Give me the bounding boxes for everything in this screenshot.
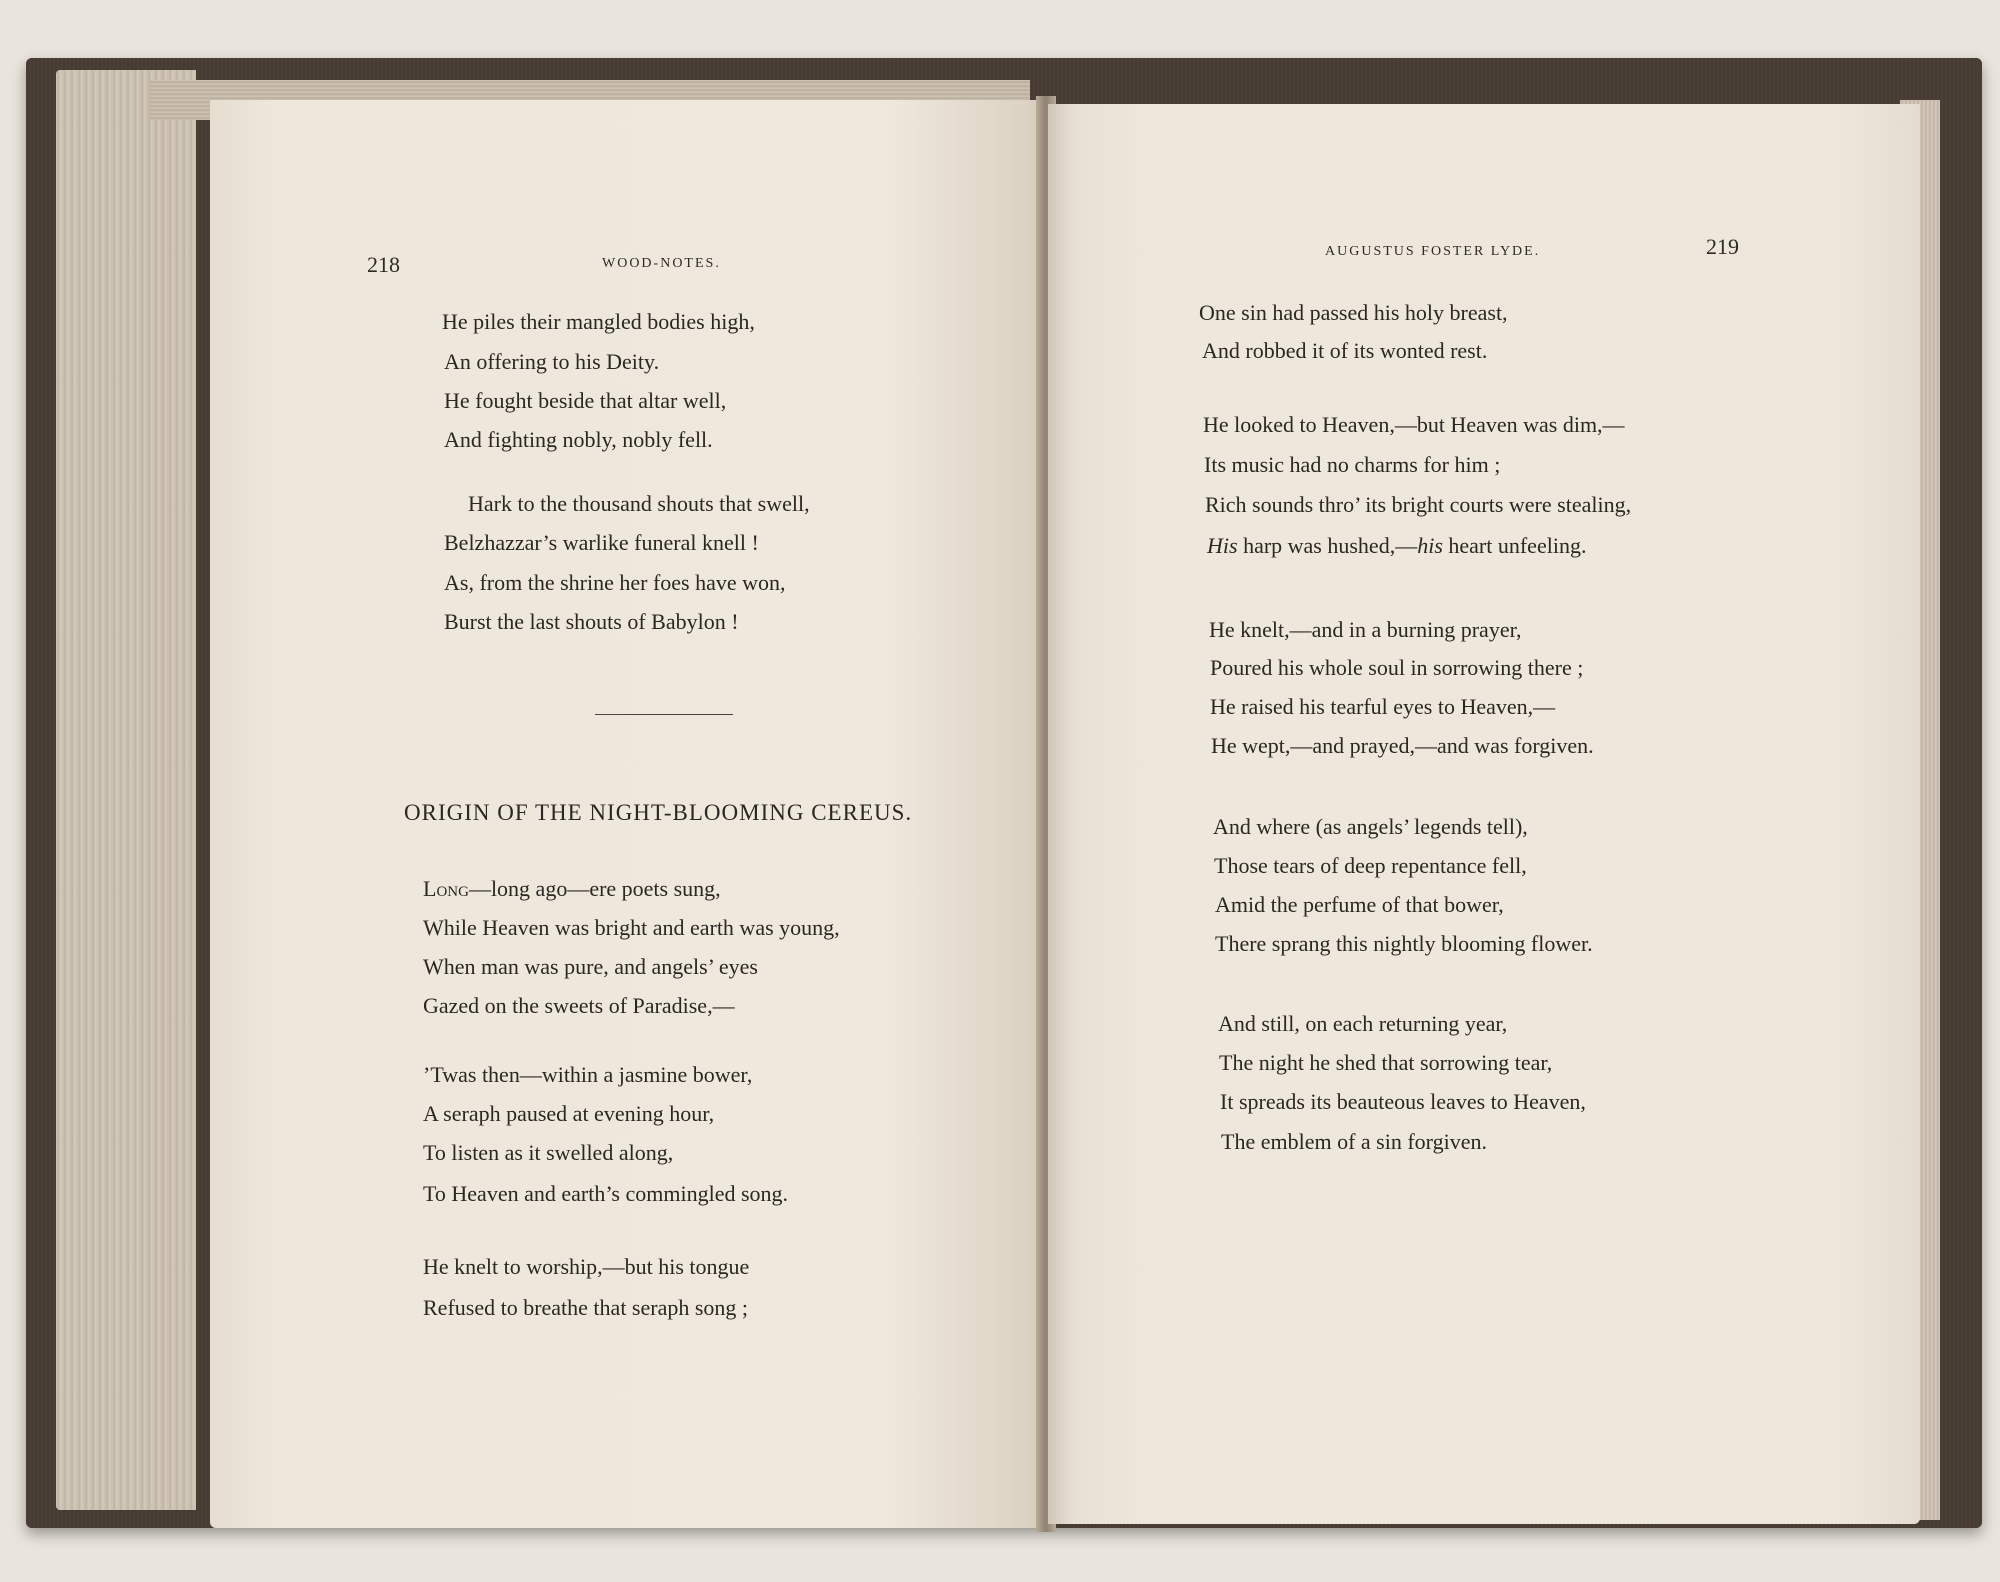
italic-word: his [1417,533,1443,558]
poem-line: And still, on each returning year, [1218,1011,1508,1036]
poem-line: To Heaven and earth’s commingled song. [423,1181,789,1206]
poem-line: A seraph paused at evening hour, [423,1101,715,1126]
poem-line: Hark to the thousand shouts that swell, [468,491,810,516]
poem-title: ORIGIN OF THE NIGHT-BLOOMING CEREUS. [404,800,913,825]
poem-line: He raised his tearful eyes to Heaven,— [1210,694,1556,719]
left-page [210,100,1050,1528]
poem-line: Its music had no charms for him ; [1204,452,1501,477]
poem-line: When man was pure, and angels’ eyes [423,954,758,979]
poem-line: Belzhazzar’s warlike funeral knell ! [444,530,759,555]
poem-line: Those tears of deep repentance fell, [1214,853,1527,878]
section-divider [595,714,733,715]
poem-line: Gazed on the sweets of Paradise,— [423,993,735,1018]
running-head: WOOD-NOTES. [602,256,721,271]
page-number: 218 [367,252,400,277]
poem-line [423,878,721,900]
poem-line: The emblem of a sin forgiven. [1221,1129,1487,1154]
poem-line [1207,535,1586,557]
italic-word: His [1207,533,1238,558]
poem-line: And where (as angels’ legends tell), [1213,814,1528,839]
poem-line: Rich sounds thro’ its bright courts were stealing, [1205,492,1632,517]
page-number: 219 [1706,234,1739,259]
poem-line: ’Twas then—within a jasmine bower, [423,1062,753,1087]
poem-line: The night he shed that sorrowing tear, [1219,1050,1553,1075]
poem-line: Refused to breathe that seraph song ; [423,1295,749,1320]
page-edges-left [56,70,196,1510]
poem-line: He knelt to worship,—but his tongue [423,1254,750,1279]
poem-line: While Heaven was bright and earth was young, [423,915,840,940]
poem-line-rest: —long ago—ere poets sung, [468,876,721,901]
drop-word: Long [423,876,469,901]
poem-line: He fought beside that altar well, [444,388,727,413]
poem-line: An offering to his Deity. [444,349,660,374]
line-segment: heart unfeeling. [1442,533,1587,558]
poem-line: He piles their mangled bodies high, [442,309,755,334]
poem-line: It spreads its beauteous leaves to Heaven, [1220,1089,1586,1114]
right-page [1048,104,1920,1524]
poem-line: Amid the perfume of that bower, [1215,892,1504,917]
line-segment: harp was hushed,— [1237,533,1418,558]
poem-line: One sin had passed his holy breast, [1199,300,1508,325]
poem-line: As, from the shrine her foes have won, [444,570,786,595]
poem-line: And fighting nobly, nobly fell. [444,427,713,452]
poem-line: He wept,—and prayed,—and was forgiven. [1211,733,1594,758]
poem-line: Burst the last shouts of Babylon ! [444,609,739,634]
poem-line: And robbed it of its wonted rest. [1202,338,1488,363]
poem-line: To listen as it swelled along, [423,1140,674,1165]
poem-line: He knelt,—and in a burning prayer, [1209,617,1522,642]
poem-line: Poured his whole soul in sorrowing there ; [1210,655,1584,680]
running-head: AUGUSTUS FOSTER LYDE. [1325,244,1541,259]
poem-line: He looked to Heaven,—but Heaven was dim,— [1203,412,1625,437]
poem-line: There sprang this nightly blooming flower. [1215,931,1593,956]
